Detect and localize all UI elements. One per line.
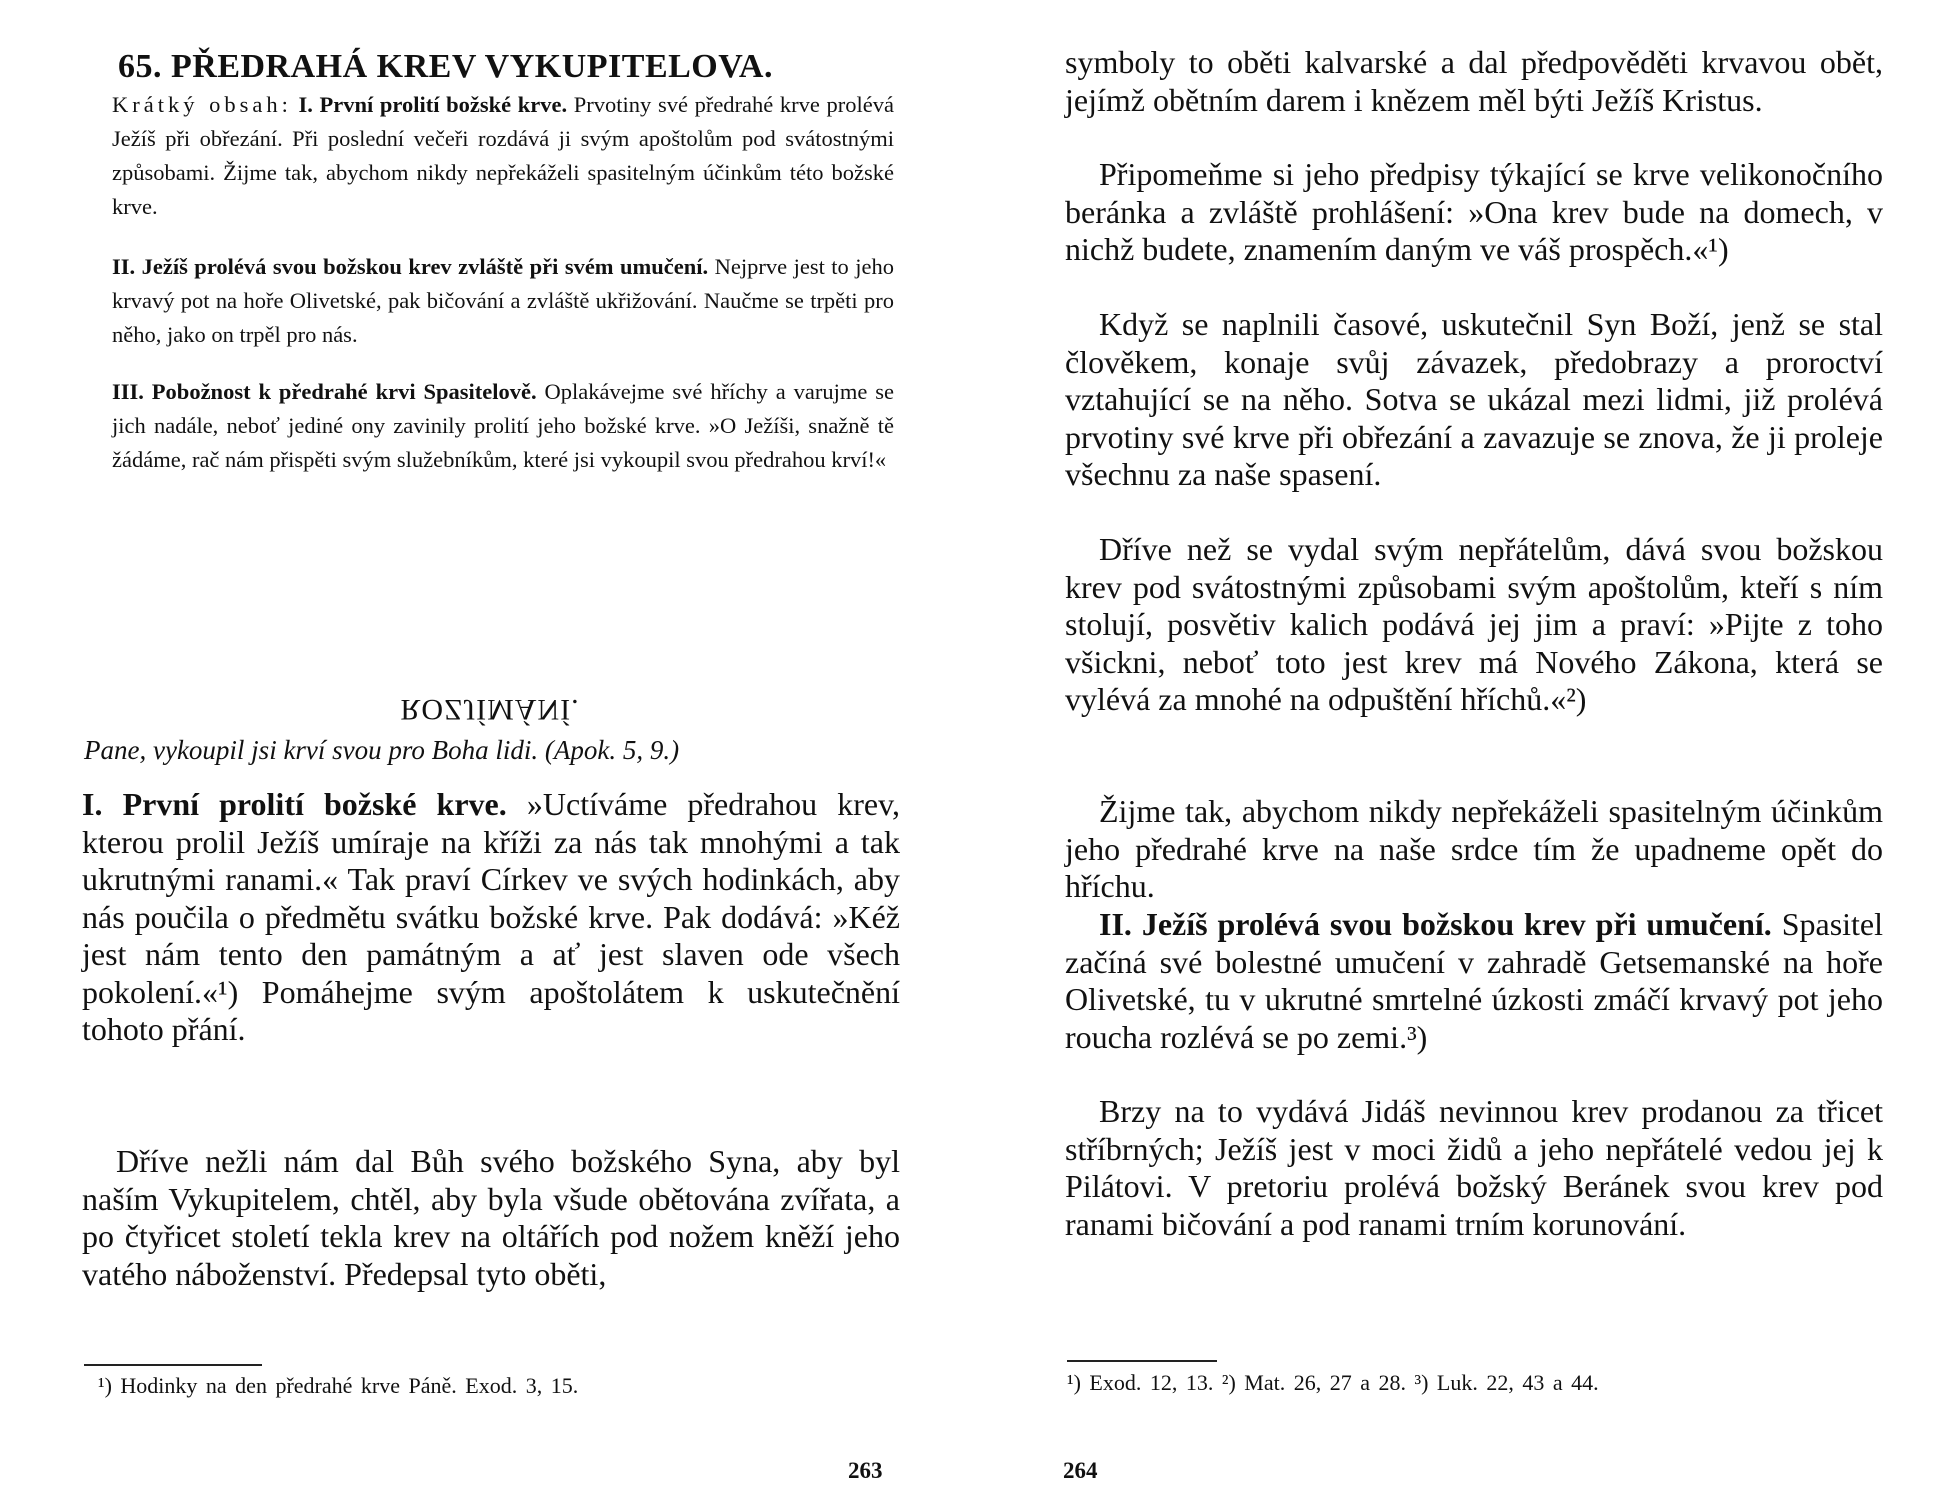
body-point-1-heading: I. První prolití božské krve. [82,786,507,822]
summary-point-3-heading: III. Pobožnost k předrahé krvi Spasitelově. [112,379,537,404]
body-paragraph-1-text: symboly to oběti kalvarské a dal předpověděti krvavou obět, jejímž obětním darem i knězem měl býti Ježíš Kristus. [1065,44,1883,118]
body-paragraph-1 [82,786,900,1049]
summary-point-2-heading: II. Ježíš prolévá svou božskou krev zvláště při svém umučení. [112,254,709,279]
motto: Pane, vykoupil jsi krví svou pro Boha lidi. (Apok. 5, 9.) [84,735,680,765]
body-paragraph-2 [1065,156,1883,269]
footnote: ¹) Exod. 12, 13. ²) Mat. 26, 27 a 28. ³) Luk. 22, 43 a 44. [1067,1370,1599,1395]
body-paragraph-2-text: Připomeňme si jeho předpisy týkající se krve velikonočního beránka a zvláště prohlášení: »Ona krev bude na domech, v nichž budete, znamením daným ve váš prospěch.«¹) [1065,156,1883,267]
body-paragraph-1 [1065,44,1883,119]
body-paragraph-3 [1065,306,1883,494]
footnote: ¹) Hodinky na den předrahé krve Páně. Exod. 3, 15. [98,1373,579,1398]
summary-point-3-text: Oplakávejme své hříchy a varujme se jich nadále, neboť jediné ony zavinily prolití jeho božské krve. »O Ježíši, snažně tě žádáme, rač nám přispěti svým služebníkům, které jsi vykoupil svou předrahou krví!« [112,379,895,472]
body-paragraph-6 [1065,906,1883,1056]
summary-point-1-text: Prvotiny své předrahé krve prolévá Ježíš při obřezání. Při poslední večeři rozdává ji svým apoštolům pod svátostnými způsobami. Žijme tak, abychom nikdy nepřekáželi spasitelným účinkům této božské krve. [112,92,894,219]
summary-paragraph-3 [112,375,894,477]
body-paragraph-2 [82,1143,900,1293]
body-paragraph-4 [1065,531,1883,719]
summary-point-1-heading: I. První prolití božské krve. [298,92,568,117]
body-paragraph-7-text: Brzy na to vydává Jidáš nevinnou krev prodanou za třicet stříbrných; Ježíš jest v moci židů a jeho nepřátelé vedou jej k Pilátovi. V pretoriu prolévá božský Beránek svou krev pod ranami bičování a pod ranami trním korunování. [1065,1093,1883,1242]
body-point-2-heading: II. Ježíš prolévá svou božskou krev při umučení. [1099,906,1772,942]
body-paragraph-4-text: Dříve než se vydal svým nepřátelům, dává svou božskou krev pod svátostnými způsobami svým apoštolům, kteří s ním stolují, posvětiv kalich podává jej jim a praví: »Pijte z toho všickni, neboť toto jest krev má Nového Zákona, která se vylévá za mnohé na odpuštění hříchů.«²) [1065,531,1883,717]
body-paragraph-3-text: Když se naplnili časové, uskutečnil Syn Boží, jenž se stal člověkem, konaje svůj závazek, předobrazy a proroctví vztahující se na něho. Sotva se ukázal mezi lidmi, již prolévá prvotiny své krve při obřezání a zavazuje se znova, že ji proleje všechnu za naše spasení. [1065,306,1883,492]
body-paragraph-5 [1065,793,1883,906]
summary-paragraph-1 [112,88,894,224]
body-paragraph-5-text: Žijme tak, abychom nikdy nepřekáželi spasitelným účinkům jeho předrahé krve na naše srdce tím že upadneme opět do hříchu. [1065,793,1883,904]
summary-paragraph-2 [112,250,894,352]
summary-point-2-text: Nejprve jest to jeho krvavý pot na hoře Olivetské, pak bičování a zvláště ukřižování. Naučme se trpěti pro něho, jako on trpěl pro nás. [112,254,895,347]
body-paragraph-6-text: Spasitel začíná své bolestné umučení v zahradě Getsemanské na hoře Olivetské, tu v ukrutné smrtelné úzkosti zmáčí krvavý pot jeho roucha rozlévá se po zemi.³) [1065,906,1884,1055]
right-page [973,0,1946,1500]
body-paragraph-1-text: »Uctíváme předrahou krev, kterou prolil Ježíš umíraje na kříži za nás tak mnohými a tak ukrutnými ranami.« Tak praví Církev ve svých hodinkách, aby nás poučila o předmětu svátku božské krve. Pak dodává: »Kéž jest nám tento den památným a ať jest slaven ode všech pokolení.«¹) Pomáhejme svým apoštolátem k uskutečnění tohoto přání. [82,786,901,1047]
footnote-rule [84,1364,262,1366]
summary-lead: Krátký obsah: [112,92,292,117]
page-number: 264 [1063,1458,1098,1483]
body-paragraph-7 [1065,1093,1883,1243]
footnote-rule [1067,1360,1217,1362]
body-paragraph-2-text: Dříve nežli nám dal Bůh svého božského Syna, aby byl naším Vykupitelem, chtěl, aby byla všude obětována zvířata, a po čtyřicet století tekla krev na oltářích pod nožem kněží jeho vatého náboženství. Předepsal tyto oběti, [82,1143,900,1292]
chapter-title: 65. PŘEDRAHÁ KREV VYKUPITELOVA. [118,48,773,85]
page-number: 263 [848,1458,883,1483]
section-heading: ROZJÍMÁNÍ. [400,693,580,726]
